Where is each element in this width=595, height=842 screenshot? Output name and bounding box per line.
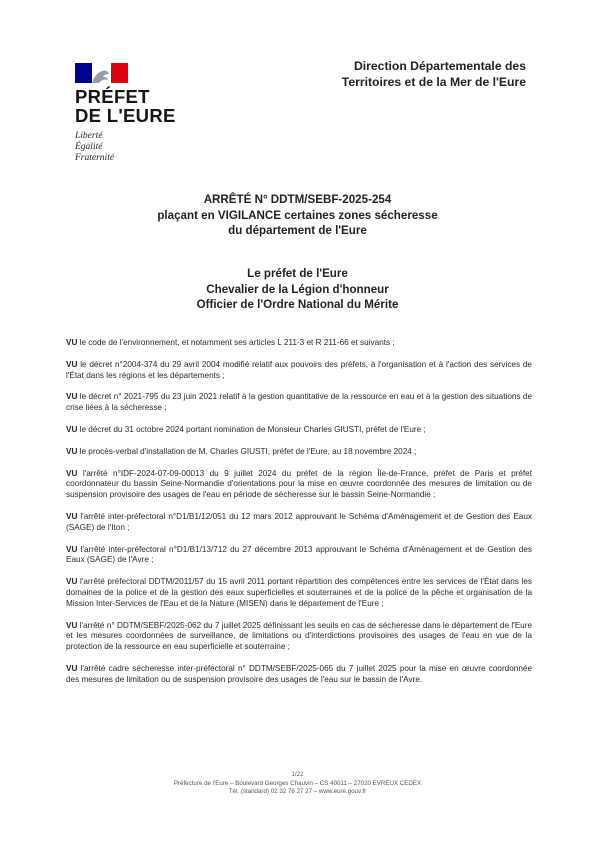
visa-text: l'arrêté n° DDTM/SEBF/2025-062 du 7 juillet 2025 définissant les seuils en cas de sécheresse dans le département de l'Eure et les mesures coordonnées de surveillance, de limitations ou d'interdictions provisoires des usages de l'eau en vue de la protection de la ressource en eau superficielle et souterraine ; xyxy=(66,620,532,652)
visa-text: le décret n°2004-374 du 29 avril 2004 modifié relatif aux pouvoirs des préfets, à l'organisation et à l'action des services de l'État dans les régions et les départements ; xyxy=(66,359,532,380)
prefect-name: Le préfet de l'Eure xyxy=(247,267,348,280)
footer-address: Préfecture de l'Eure – Boulevard Georges Chauvin – CS 40011 – 27020 EVREUX CEDEX xyxy=(173,779,422,787)
prefect-titles xyxy=(0,266,595,313)
republic-motto xyxy=(75,131,195,164)
visa-item xyxy=(66,447,532,458)
visa-keyword: VU xyxy=(66,511,78,521)
visa-item xyxy=(66,360,532,382)
visa-text: l'arrêté inter-préfectoral n°D1/B1/12/051 du 12 mars 2012 approuvant le Schéma d'Aménagement et de Gestion des Eaux (SAGE) de l'Iton ; xyxy=(66,511,532,532)
visa-text: le procès-verbal d'installation de M. Charles GIUSTI, préfet de l'Eure, au 18 novembre 2024 ; xyxy=(79,446,417,456)
visa-keyword: VU xyxy=(66,359,78,369)
visa-text: l'arrêté inter-préfectoral n°D1/B1/13/712 du 27 décembre 2013 approuvant le Schéma d'Aménagement et de Gestion des Eaux (SAGE) de l'Avre ; xyxy=(66,544,532,565)
decree-subject-2: du département de l'Eure xyxy=(228,224,367,237)
decree-subject-1: plaçant en VIGILANCE certaines zones sécheresse xyxy=(157,208,438,222)
marianne-emblem-icon xyxy=(75,63,128,83)
issuing-direction xyxy=(266,58,526,90)
visa-list xyxy=(66,338,532,697)
visa-keyword: VU xyxy=(66,446,78,456)
visa-text: le code de l'environnement, et notamment ses articles L 211-3 et R 211-66 et suivants ; xyxy=(79,338,395,347)
visa-keyword: VU xyxy=(66,424,78,434)
motto-fraternite: Fraternité xyxy=(75,153,115,163)
direction-line-1: Direction Départementale des xyxy=(353,59,526,73)
visa-item xyxy=(66,545,532,567)
visa-text: l'arrêté n°IDF-2024-07-09-00013 du 9 juillet 2024 du préfet de la région Île-de-France, préfet de Paris et préfet coordonnateur du bassin Seine-Normandie d'orientations pour la mise en œuvre coordonnée des mesures de limitation ou de suspension provisoire des usages de l'eau en période de sécheresse sur le bassin Seine-Normandie ; xyxy=(66,468,533,500)
visa-item xyxy=(66,621,532,653)
visa-item xyxy=(66,338,532,349)
visa-keyword: VU xyxy=(66,392,78,402)
visa-keyword: VU xyxy=(66,544,78,554)
direction-line-2: Territoires et de la Mer de l'Eure xyxy=(341,75,526,89)
visa-item xyxy=(66,664,532,686)
visa-keyword: VU xyxy=(66,468,78,478)
visa-keyword: VU xyxy=(66,577,78,587)
visa-text: l'arrêté préfectoral DDTM/2011/57 du 15 avril 2011 portant répartition des compétences entre les services de l'État dans les domaines de la police et de la gestion des eaux superficielles et souterraines et de la police de la pêche et organisation de la Mission Inter-Services de l'Eau et de la Nature (MISEN) dans le département de l'Eure ; xyxy=(66,577,532,608)
prefect-honour-2: Officier de l'Ordre National du Mérite xyxy=(196,298,399,311)
visa-text: le décret n° 2021-795 du 23 juin 2021 relatif à la gestion quantitative de la ressource en eau et à la gestion des situations de crise liées à la sécheresse ; xyxy=(66,392,533,413)
visa-text: l'arrêté cadre sécheresse inter-préfectoral n° DDTM/SEBF/2025-065 du 7 juillet 2025 pour la mise en œuvre coordonnée des mesures de limitation ou de suspension provisoire des usages de l'eau sur le bassin de l'Avre. xyxy=(66,663,532,684)
visa-keyword: VU xyxy=(66,338,78,347)
visa-item xyxy=(66,425,532,436)
visa-keyword: VU xyxy=(66,620,78,630)
prefet-line-2: DE L'EURE xyxy=(75,105,176,126)
page-footer xyxy=(0,771,595,797)
page-number: 1/22 xyxy=(291,771,304,778)
motto-egalite: Égalité xyxy=(75,142,103,152)
visa-item xyxy=(66,577,532,609)
footer-contact: Tél. (standard) 02 32 78 27 27 – www.eure.gouv.fr xyxy=(228,788,367,795)
visa-item xyxy=(66,512,532,534)
prefect-honour-1: Chevalier de la Légion d'honneur xyxy=(206,282,389,296)
visa-keyword: VU xyxy=(66,663,78,673)
motto-liberte: Liberté xyxy=(75,131,103,141)
decree-number: ARRÊTÉ N° DDTM/SEBF-2025-254 xyxy=(203,193,392,206)
prefecture-logo xyxy=(75,63,195,164)
prefet-line-1: PRÉFET xyxy=(75,86,150,107)
prefet-title xyxy=(75,87,195,125)
visa-text: le décret du 31 octobre 2024 portant nomination de Monsieur Charles GIUSTI, préfet de l'Eure ; xyxy=(79,424,426,434)
decree-title xyxy=(0,192,595,239)
visa-item xyxy=(66,392,532,414)
visa-item xyxy=(66,469,532,501)
